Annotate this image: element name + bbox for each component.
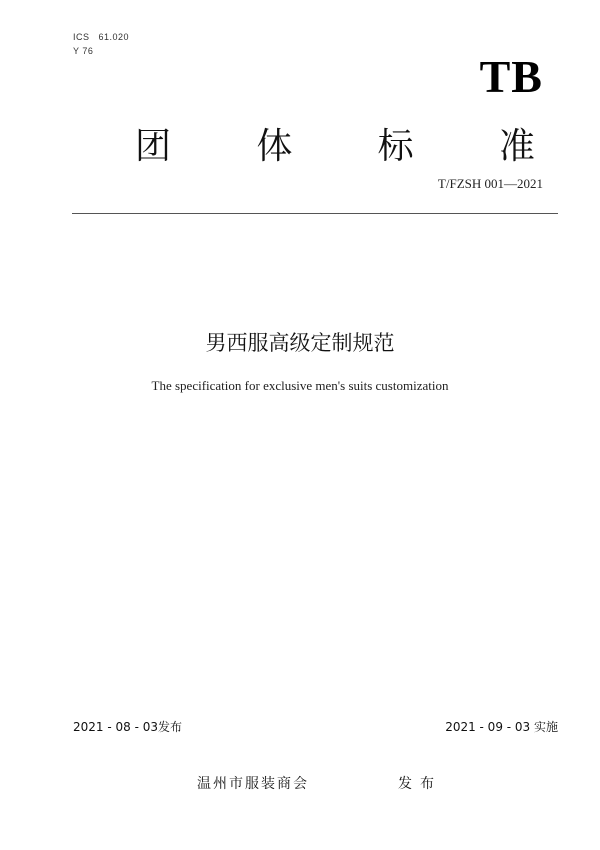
implement-date: 2021 - 09 - 03 实施: [445, 720, 558, 734]
document-title-english: The specification for exclusive men's suits customization: [151, 378, 449, 393]
standard-type-char: 标: [377, 126, 414, 167]
standard-number: T/FZSH 001—2021: [437, 176, 543, 191]
standard-type-char: 体: [256, 126, 293, 167]
standard-type-char: 团: [135, 126, 172, 167]
tb-logo: TB: [479, 51, 543, 102]
ics-code: ICS 61.020: [73, 32, 130, 42]
ccs-code: Y 76: [73, 46, 94, 56]
document-title-chinese: 男西服高级定制规范: [205, 331, 395, 355]
issuing-organization: 温州市服装商会: [197, 776, 309, 792]
standard-type-char: 准: [498, 126, 535, 167]
classification-codes: [73, 30, 129, 58]
publish-date: 2021 - 08 - 03发布: [73, 720, 182, 734]
issue-label: 发布: [398, 776, 442, 792]
standard-type-heading: [135, 118, 535, 169]
header-divider: [72, 213, 558, 214]
